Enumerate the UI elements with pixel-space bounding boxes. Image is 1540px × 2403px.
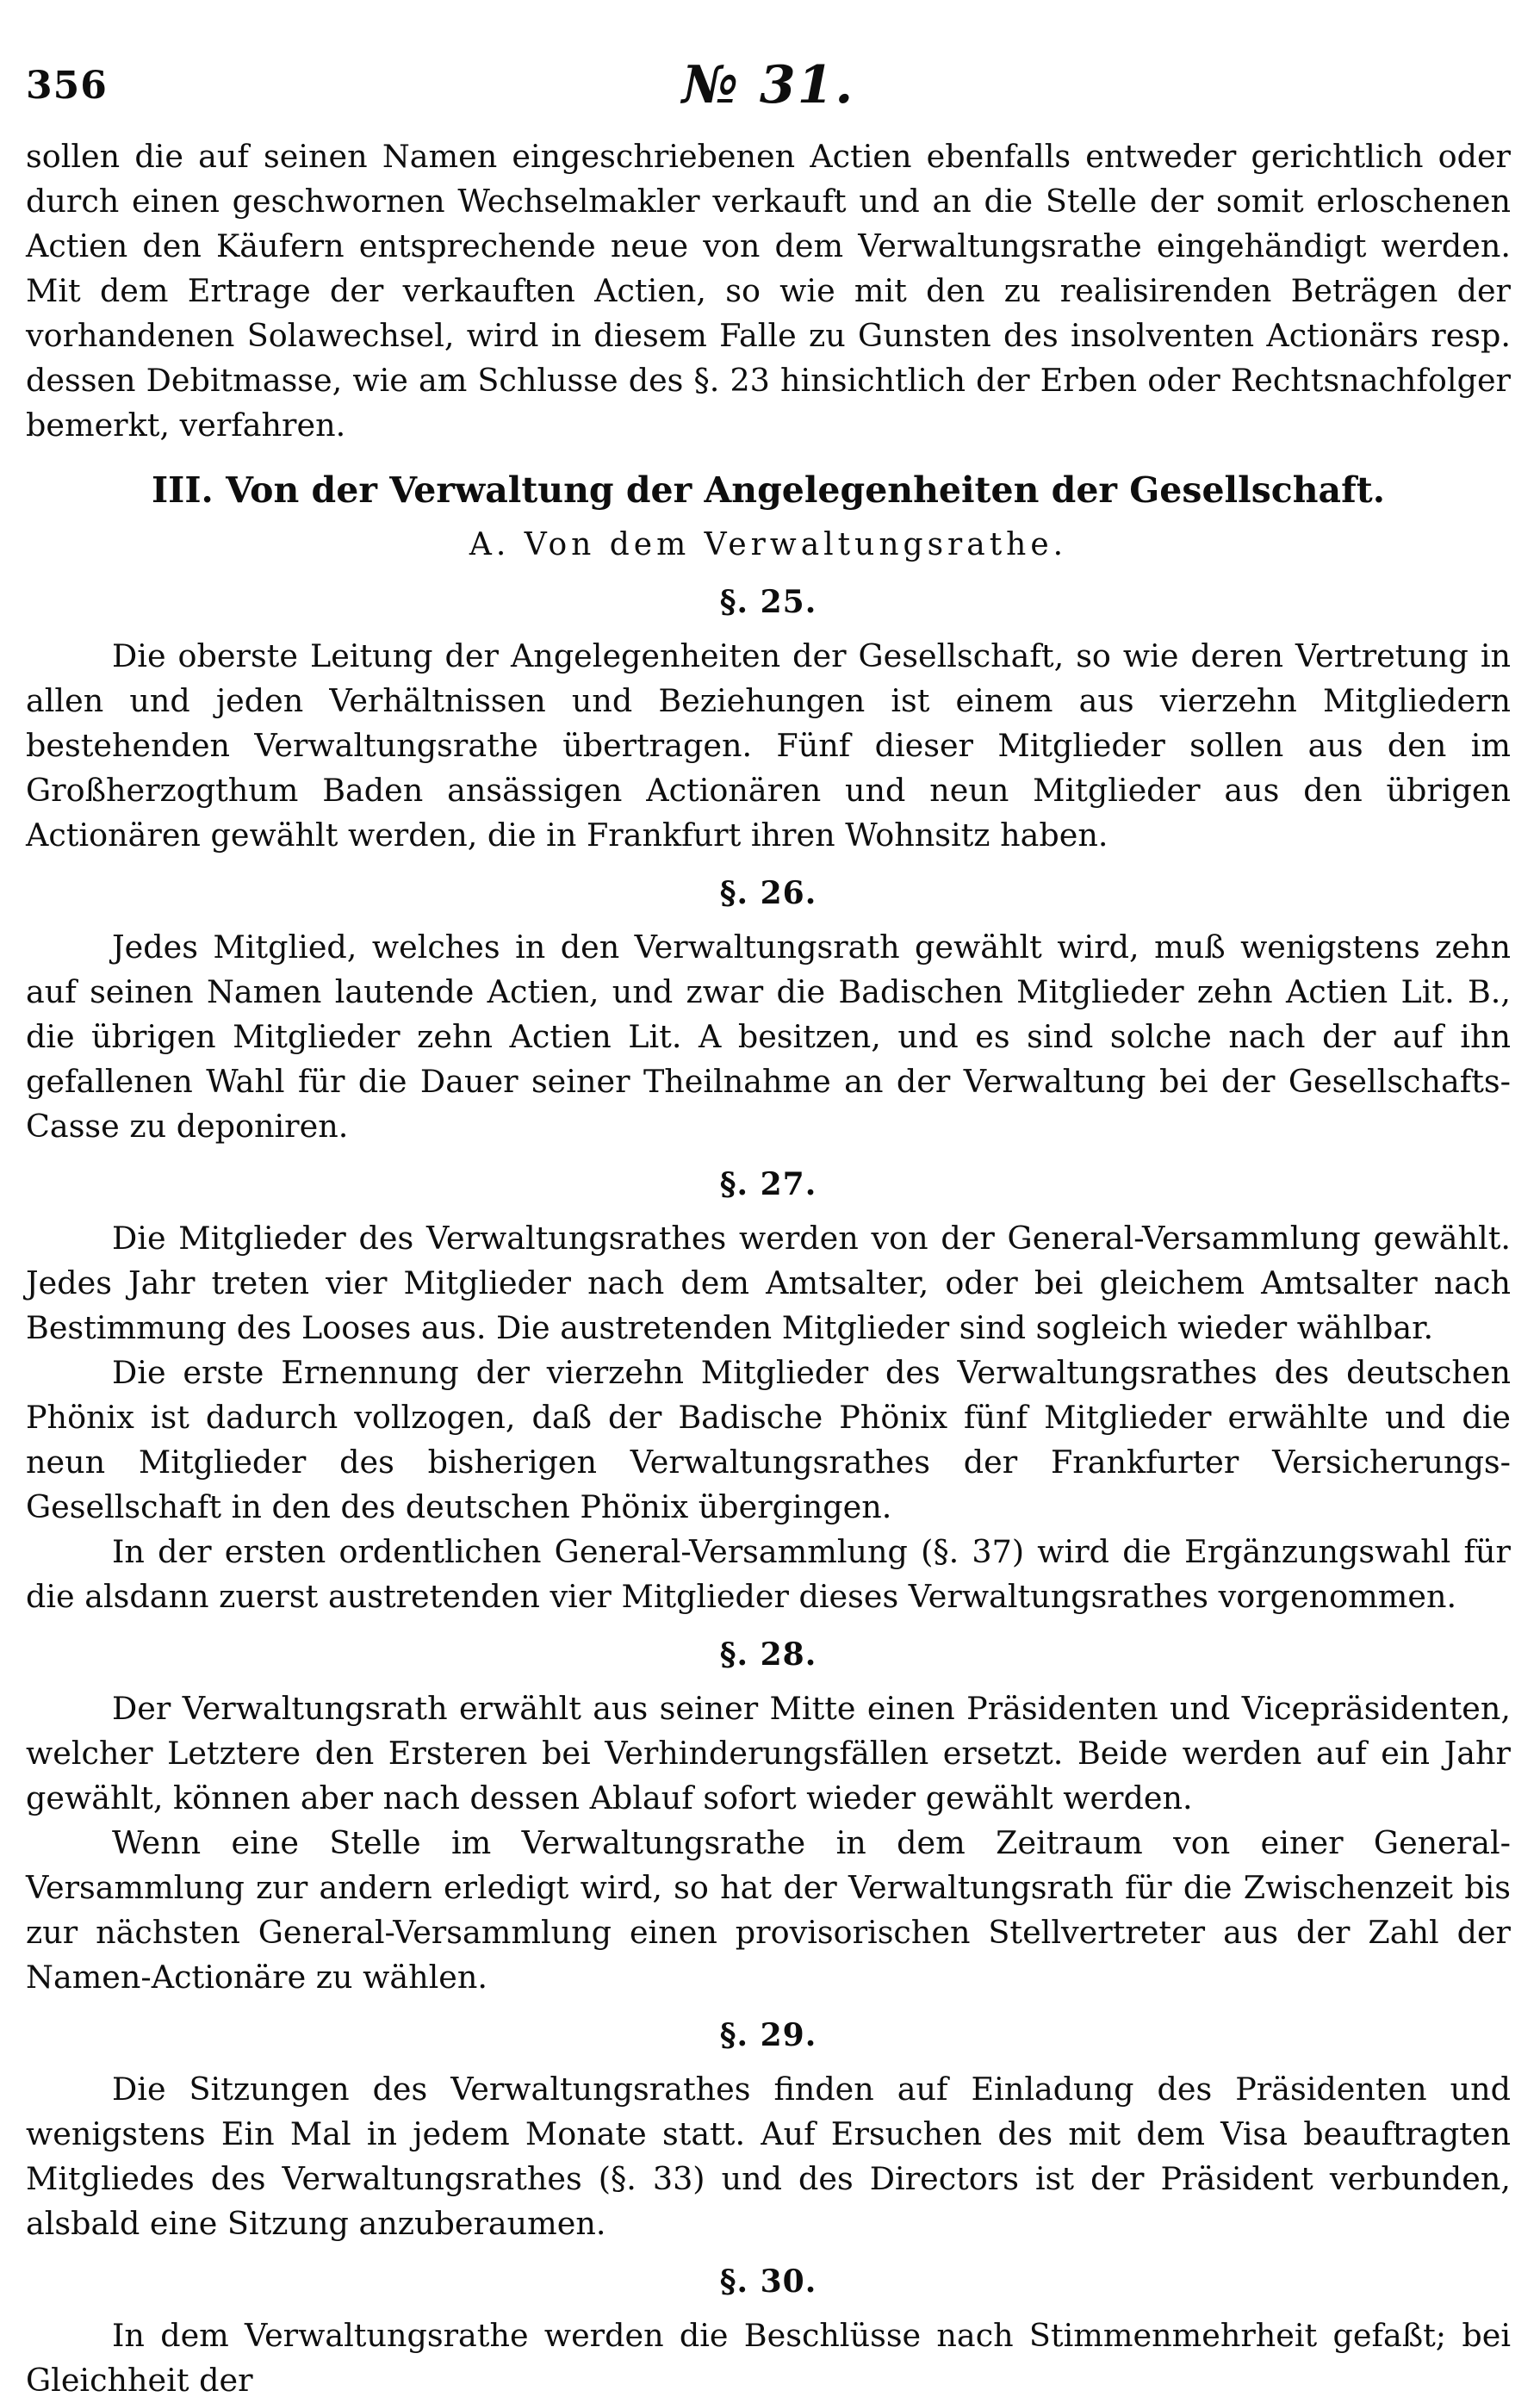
paragraph-heading: §. 26. xyxy=(719,875,817,911)
paragraph-text: Der Verwaltungsrath erwählt aus seiner Mitte einen Präsidenten und Vicepräsidenten, welcher Letztere den Ersteren bei Verhinderungsfällen ersetzt. Beide werden auf ein Jahr gewählt, können aber nach dessen Ablauf sofort wieder gewählt werden. xyxy=(26,1690,1511,1816)
paragraph-text: Die oberste Leitung der Angelegenheiten der Gesellschaft, so wie deren Vertretung in allen und jeden Verhältnissen und Beziehungen ist einem aus vierzehn Mitgliedern bestehenden Verwaltungsrathe übertragen. Fünf dieser Mitglieder sollen aus den im Großherzogthum Baden ansässigen Actionären und neun Mitglieder aus den übrigen Actionären gewählt werden, die in Frankfurt ihren Wohnsitz haben. xyxy=(26,637,1511,854)
section-title: III. Von der Verwaltung der Angelegenheiten der Gesellschaft. xyxy=(152,469,1385,511)
paragraph-text: Jedes Mitglied, welches in den Verwaltungsrath gewählt wird, muß wenigstens zehn auf seinen Namen lautende Actien, und zwar die Badischen Mitglieder zehn Actien Lit. B., die übrigen Mitglieder zehn Actien Lit. A besitzen, und es sind solche nach der auf ihn gefallenen Wahl für die Dauer seiner Theilnahme an der Verwaltung bei der Gesellschafts-Casse zu deponiren. xyxy=(26,928,1511,1145)
paragraph-text: Wenn eine Stelle im Verwaltungsrathe in dem Zeitraum von einer General-Versammlung zur andern erledigt wird, so hat der Verwaltungsrath für die Zwischenzeit bis zur nächsten General-Versammlung einen provisorischen Stellvertreter aus der Zahl der Namen-Actionäre zu wählen. xyxy=(26,1824,1511,1996)
page-number: 356 xyxy=(26,64,108,108)
paragraph-heading: §. 27. xyxy=(719,1166,817,1202)
paragraph-heading: §. 30. xyxy=(719,2263,817,2300)
paragraph-text: Die Sitzungen des Verwaltungsrathes finden auf Einladung des Präsidenten und wenigstens Ein Mal in jedem Monate statt. Auf Ersuchen des mit dem Visa beauftragten Mitgliedes des Verwaltungsrathes (§. 33) und des Directors ist der Präsident verbunden, alsbald eine Sitzung anzuberaumen. xyxy=(26,2071,1511,2242)
issue-number: № 31. xyxy=(681,55,855,115)
paragraph-text: Die erste Ernennung der vierzehn Mitglieder des Verwaltungsrathes des deutschen Phönix ist dadurch vollzogen, daß der Badische Phönix fünf Mitglieder erwählte und die neun Mitglieder des bisherigen Verwaltungsrathes der Frankfurter Versicherungs-Gesellschaft in den des deutschen Phönix übergingen. xyxy=(26,1354,1511,1525)
paragraph-heading: §. 29. xyxy=(719,2017,817,2053)
paragraph-text: In dem Verwaltungsrathe werden die Beschlüsse nach Stimmenmehrheit gefaßt; bei Gleichheit der xyxy=(26,2317,1511,2399)
intro-paragraph: sollen die auf seinen Namen eingeschriebenen Actien ebenfalls entweder gerichtlich oder durch einen geschwornen Wechselmakler verkauft und an die Stelle der somit erloschenen Actien den Käufern entsprechende neue von dem Verwaltungsrathe eingehändigt werden. Mit dem Ertrage der verkauften Actien, so wie mit den zu realisirenden Beträgen der vorhandenen Solawechsel, wird in diesem Falle zu Gunsten des insolventen Actionärs resp. dessen Debitmasse, wie am Schlusse des §. 23 hinsichtlich der Erben oder Rechtsnachfolger bemerkt, verfahren. xyxy=(26,138,1511,444)
paragraph-heading: §. 25. xyxy=(719,584,817,620)
paragraph-heading: §. 28. xyxy=(719,1636,817,1673)
paragraph-text: Die Mitglieder des Verwaltungsrathes werden von der General-Versammlung gewählt. Jedes Jahr treten vier Mitglieder nach dem Amtsalter, oder bei gleichem Amtsalter nach Bestimmung des Looses aus. Die austretenden Mitglieder sind sogleich wieder wählbar. xyxy=(26,1220,1511,1346)
subsection-title: A. Von dem Verwaltungsrathe. xyxy=(469,527,1068,562)
page-header xyxy=(26,55,1511,134)
paragraph-text: In der ersten ordentlichen General-Versammlung (§. 37) wird die Ergänzungswahl für die alsdann zuerst austretenden vier Mitglieder dieses Verwaltungsrathes vorgenommen. xyxy=(26,1533,1511,1615)
